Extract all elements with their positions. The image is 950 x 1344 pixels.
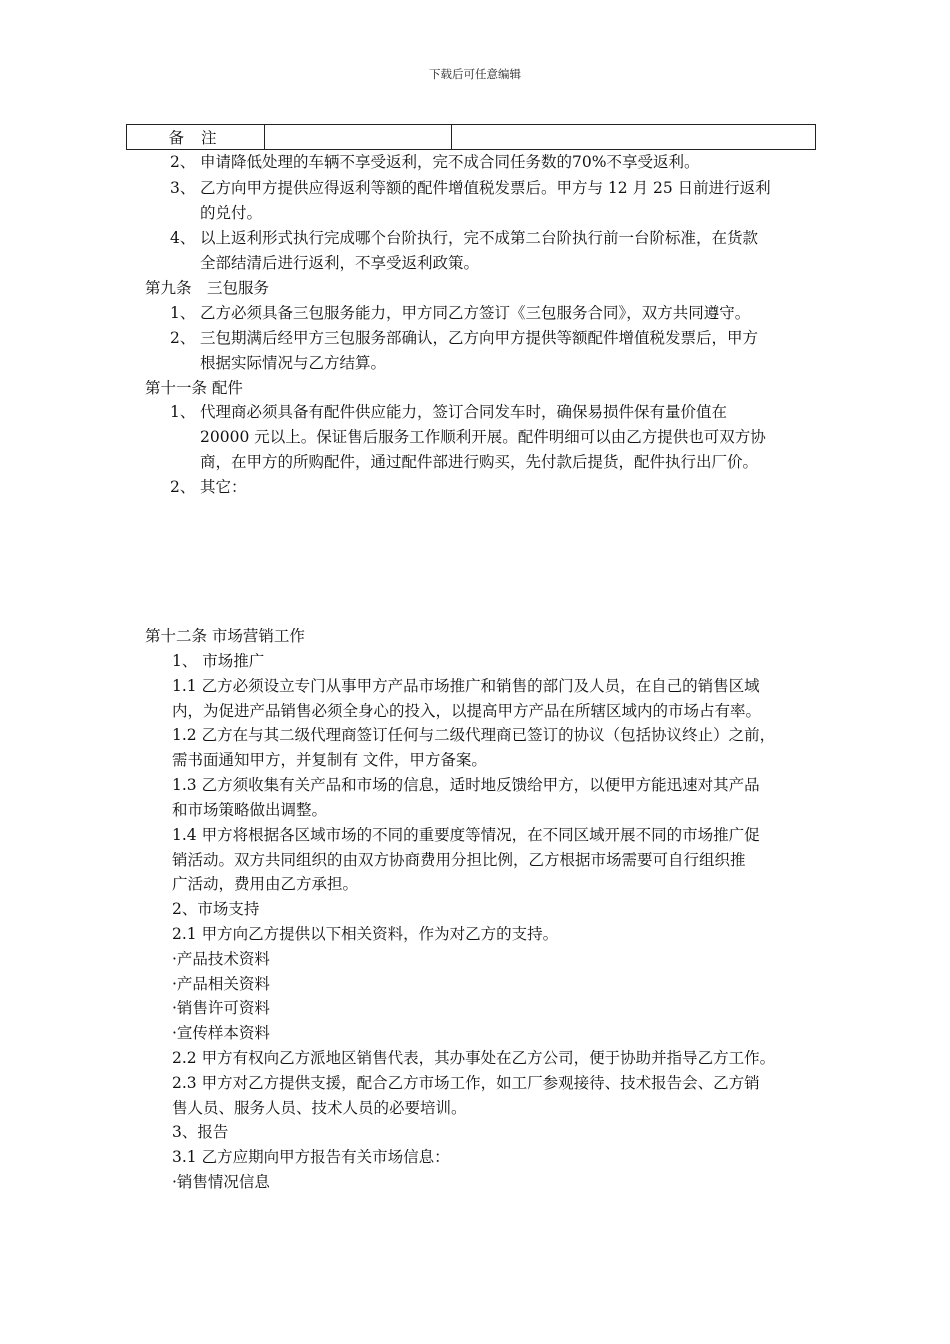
header-note: 下载后可任意编辑 (429, 67, 521, 81)
clause11-item-2-num: 2、 (170, 478, 196, 496)
clause11-item-1-num: 1、 (170, 403, 196, 421)
clause12-line: ·产品技术资料 (172, 950, 270, 968)
clause12-line: 1、 市场推广 (172, 652, 265, 670)
remark-cell-2 (265, 125, 452, 150)
remark-table (126, 124, 816, 150)
clause12-line: ·销售情况信息 (172, 1173, 270, 1191)
clause11-title: 第十一条 配件 (145, 379, 243, 397)
clause8-item-3-line-2: 的兑付。 (200, 204, 263, 222)
clause12-line: 3、报告 (172, 1123, 229, 1141)
clause12-line: 2、市场支持 (172, 900, 260, 918)
clause8-item-4-line-1: 以上返利形式执行完成哪个台阶执行，完不成第二台阶执行前一台阶标准，在货款 (200, 229, 759, 247)
clause12-line: 2.3 甲方对乙方提供支援，配合乙方市场工作，如工厂参观接待、技术报告会、乙方销 (172, 1074, 760, 1092)
clause12-line: 3.1 乙方应期向甲方报告有关市场信息： (172, 1148, 450, 1166)
clause12-line: ·销售许可资料 (172, 999, 270, 1017)
clause8-item-3-line-1: 乙方向甲方提供应得返利等额的配件增值税发票后。甲方与 12 月 25 日前进行返利 (200, 179, 771, 197)
clause9-item-1-num: 1、 (170, 304, 196, 322)
clause12-line: 和市场策略做出调整。 (172, 801, 328, 819)
clause9-item-2-line-2: 根据实际情况与乙方结算。 (200, 354, 387, 372)
clause9-item-2-line-1: 三包期满后经甲方三包服务部确认，乙方向甲方提供等额配件增值税发票后，甲方 (200, 329, 759, 347)
clause12-line: 需书面通知甲方，并复制有 文件，甲方备案。 (172, 751, 487, 769)
clause12-line: 售人员、服务人员、技术人员的必要培训。 (172, 1099, 467, 1117)
clause9-title: 第九条 三包服务 (145, 279, 270, 297)
clause9-item-1-line: 乙方必须具备三包服务能力，甲方同乙方签订《三包服务合同》，双方共同遵守。 (200, 304, 751, 322)
remark-label: 备 注 (127, 125, 265, 150)
clause12-line: 销活动。双方共同组织的由双方协商费用分担比例，乙方根据市场需要可自行组织推 (172, 851, 746, 869)
clause12-line: 广活动，费用由乙方承担。 (172, 875, 359, 893)
clause8-item-2-line: 申请降低处理的车辆不享受返利，完不成合同任务数的70%不享受返利。 (200, 153, 700, 171)
clause12-line: 内，为促进产品销售必须全身心的投入，以提高甲方产品在所辖区域内的市场占有率。 (172, 702, 762, 720)
clause8-item-4-num: 4、 (170, 229, 196, 247)
clause8-item-2-num: 2、 (170, 153, 196, 171)
clause11-item-1-line-2: 20000 元以上。保证售后服务工作顺利开展。配件明细可以由乙方提供也可双方协 (200, 428, 766, 446)
clause12-line: 1.1 乙方必须设立专门从事甲方产品市场推广和销售的部门及人员，在自己的销售区域 (172, 677, 760, 695)
clause11-item-1-line-3: 商，在甲方的所购配件，通过配件部进行购买，先付款后提货，配件执行出厂价。 (200, 453, 759, 471)
clause12-line: ·宣传样本资料 (172, 1024, 270, 1042)
clause12-line: ·产品相关资料 (172, 975, 270, 993)
clause8-item-4-line-2: 全部结清后进行返利，不享受返利政策。 (200, 254, 480, 272)
remark-cell-3 (452, 125, 816, 150)
clause12-line: 2.2 甲方有权向乙方派地区销售代表，其办事处在乙方公司，便于协助并指导乙方工作。 (172, 1049, 776, 1067)
clause11-item-2-line: 其它： (200, 478, 247, 496)
clause12-line: 1.4 甲方将根据各区域市场的不同的重要度等情况，在不同区域开展不同的市场推广促 (172, 826, 760, 844)
clause12-line: 1.3 乙方须收集有关产品和市场的信息，适时地反馈给甲方，以便甲方能迅速对其产品 (172, 776, 760, 794)
clause12-line: 1.2 乙方在与其二级代理商签订任何与二级代理商已签订的协议（包括协议终止）之前， (172, 726, 776, 744)
clause8-item-3-num: 3、 (170, 179, 196, 197)
clause9-item-2-num: 2、 (170, 329, 196, 347)
clause11-item-1-line-1: 代理商必须具备有配件供应能力，签订合同发车时，确保易损件保有量价值在 (200, 403, 728, 421)
clause12-line: 2.1 甲方向乙方提供以下相关资料，作为对乙方的支持。 (172, 925, 559, 943)
remark-row (127, 125, 816, 150)
clause12-title: 第十二条 市场营销工作 (145, 627, 305, 645)
